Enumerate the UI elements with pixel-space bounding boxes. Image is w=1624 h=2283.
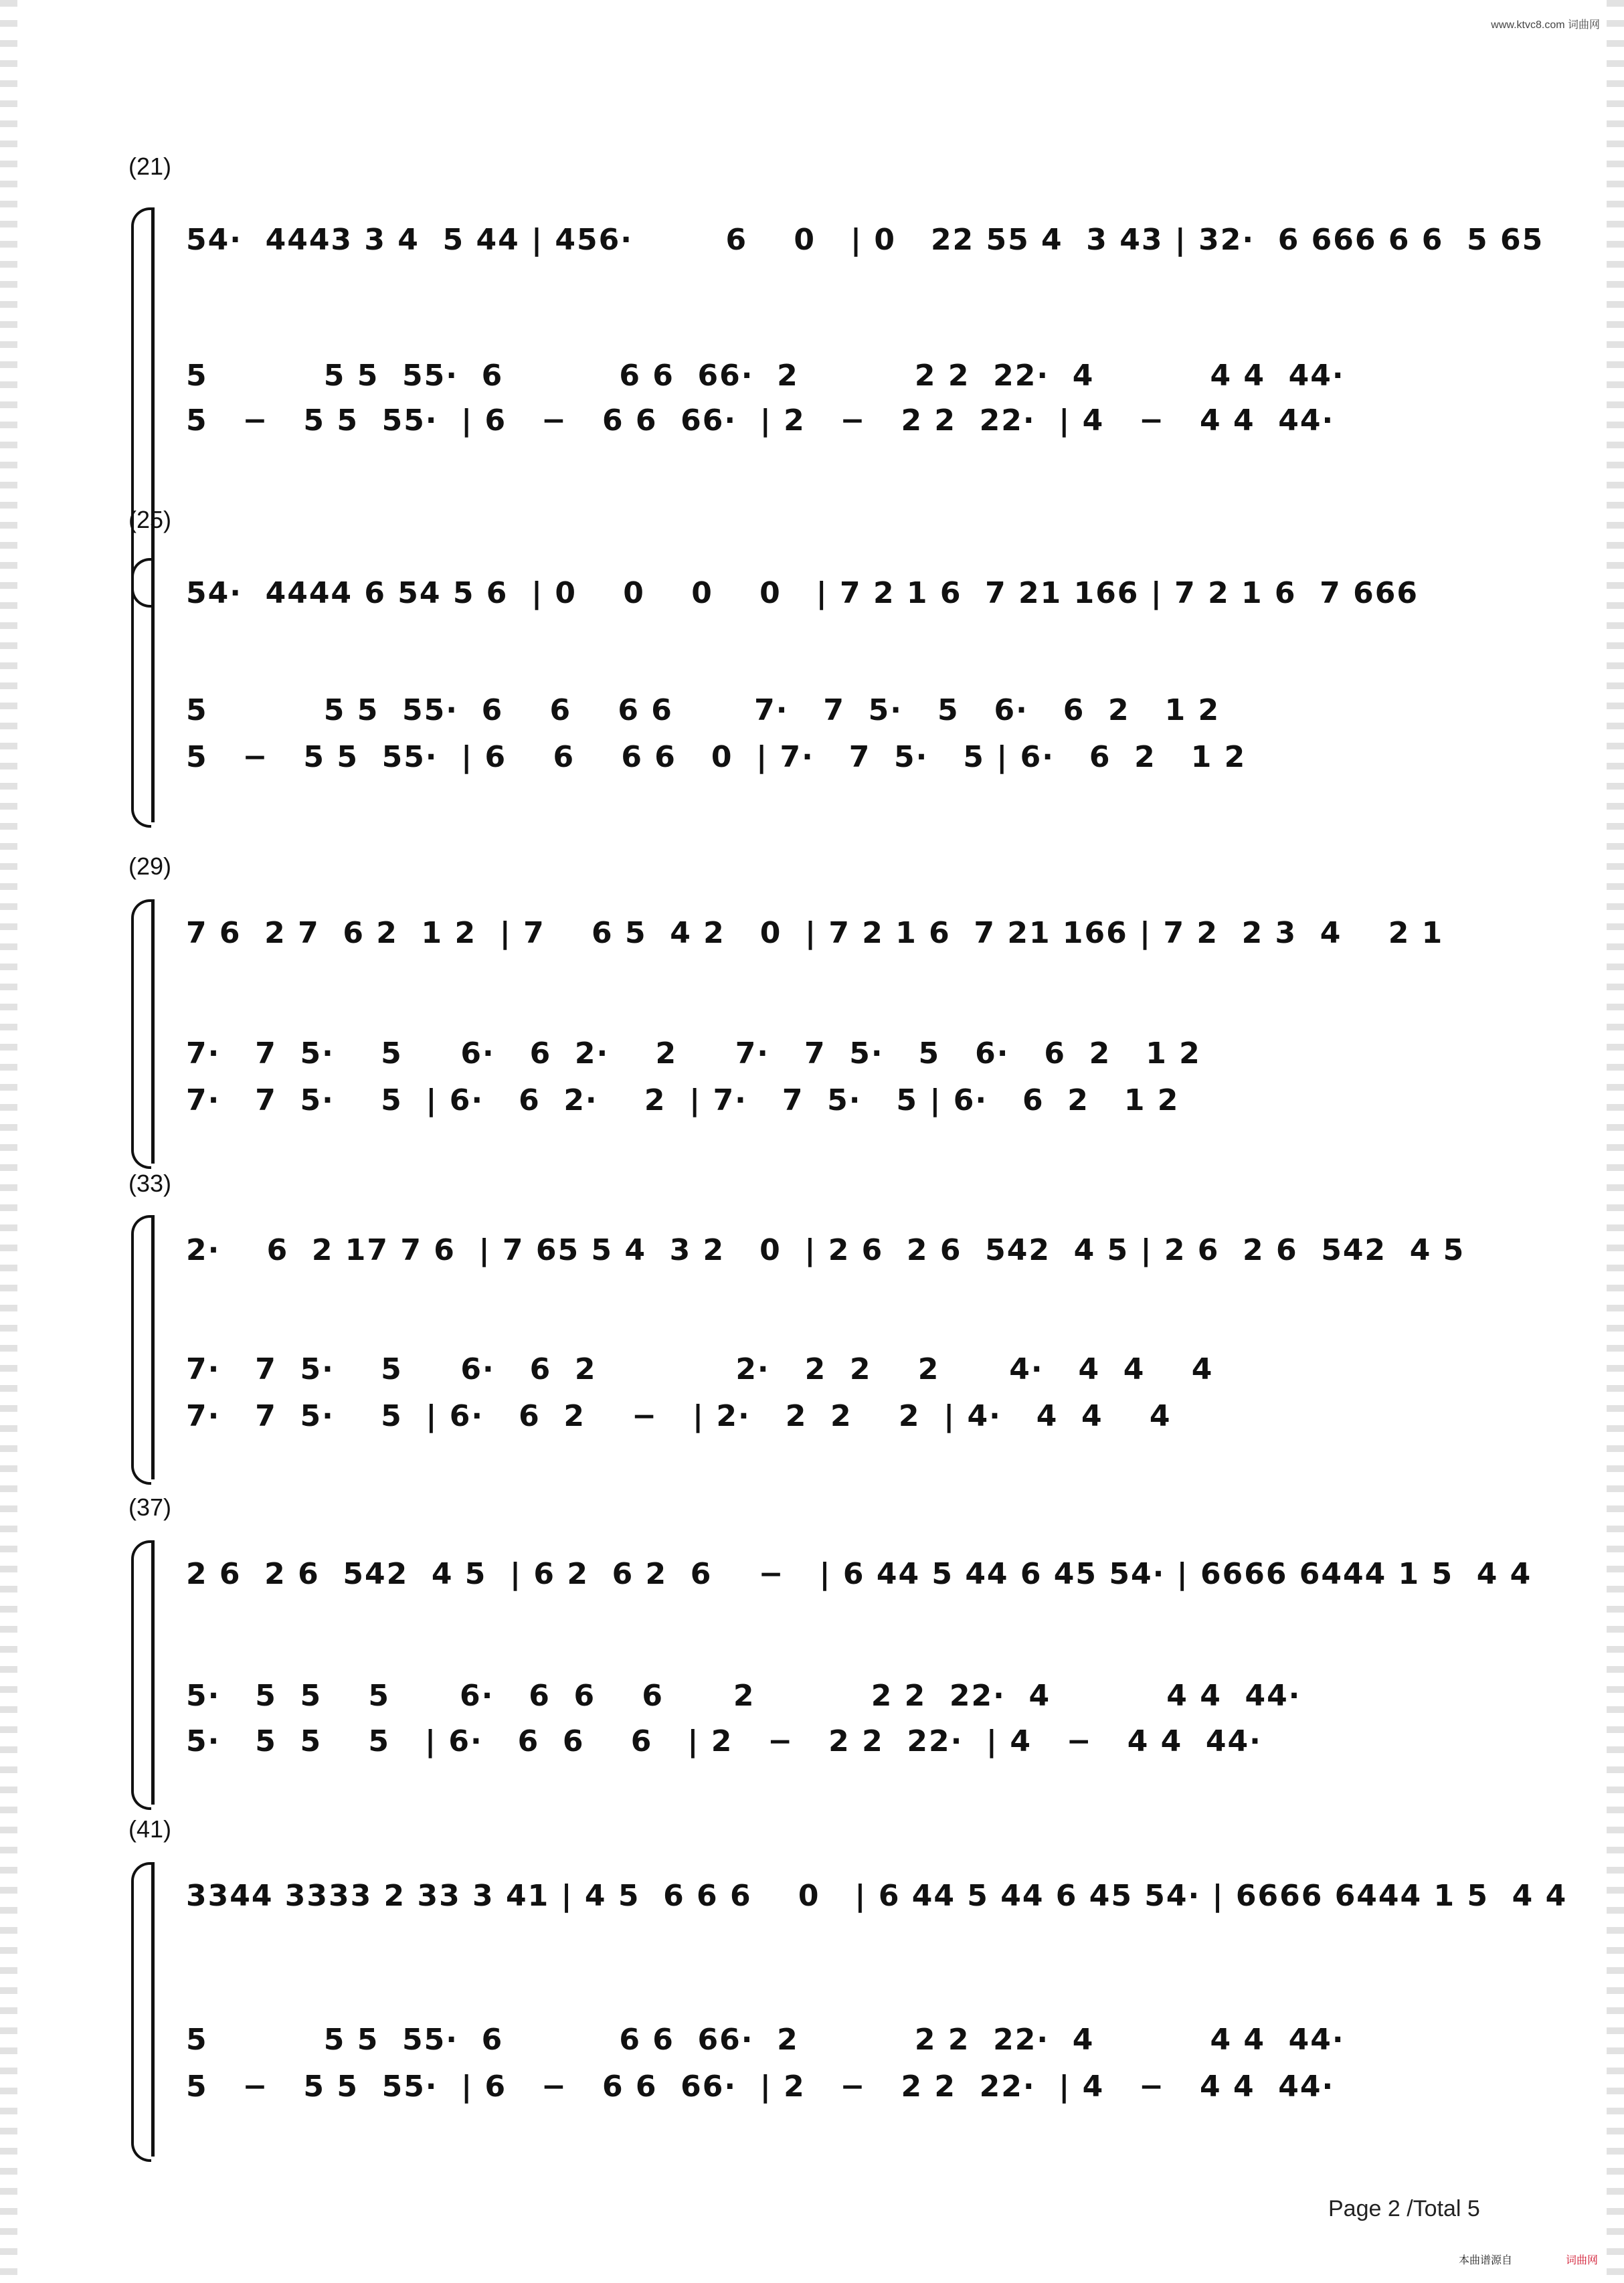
bass-lower-line: 5 − 5 5 55· | 6 − 6 6 66· | 2 − 2 2 22· | 4 − 4 4 44· xyxy=(186,403,1335,438)
measure-number: (41) xyxy=(128,1815,172,1843)
brand-stamp: 词曲网 xyxy=(1566,2255,1599,2266)
bass-upper-line: 5 5 5 55· 6 6 6 6 7· 7 5· 5 6· 6 2 1 2 xyxy=(186,693,1221,727)
bass-upper-line: 7· 7 5· 5 6· 6 2· 2 7· 7 5· 5 6· 6 2 1 2 xyxy=(186,1036,1201,1071)
measure-number: (29) xyxy=(128,852,172,880)
staff-bracket xyxy=(151,558,155,822)
staff-bracket xyxy=(151,1540,155,1805)
melody-line: 3344 3333 2 33 3 41 | 4 5 6 6 6 0 | 6 44 5 44 6 45 54· | 6666 6444 1 5 4 4 xyxy=(186,1879,1568,1913)
page-indicator: Page 2 /Total 5 xyxy=(1328,2196,1480,2221)
right-margin-pattern xyxy=(1607,0,1624,2283)
melody-line: 2· 6 2 17 7 6 | 7 65 5 4 3 2 0 | 2 6 2 6 542 4 5 | 2 6 2 6 542 4 5 xyxy=(186,1233,1465,1267)
bass-upper-line: 5 5 5 55· 6 6 6 66· 2 2 2 22· 4 4 4 44· xyxy=(186,2023,1345,2057)
staff-brace xyxy=(131,1215,151,1485)
measure-number: (33) xyxy=(128,1170,172,1197)
staff-bracket xyxy=(151,1215,155,1479)
staff-brace xyxy=(131,207,151,608)
melody-line: 7 6 2 7 6 2 1 2 | 7 6 5 4 2 0 | 7 2 1 6 7 21 166 | 7 2 2 3 4 2 1 xyxy=(186,916,1444,950)
melody-line: 54· 4443 3 4 5 44 | 456· 6 0 | 0 22 55 4 3 43 | 32· 6 666 6 6 5 65 xyxy=(186,223,1544,257)
measure-number: (37) xyxy=(128,1493,172,1521)
melody-line: 2 6 2 6 542 4 5 | 6 2 6 2 6 − | 6 44 5 44 6 45 54· | 6666 6444 1 5 4 4 xyxy=(186,1557,1532,1591)
site-watermark: www.ktvc8.com 词曲网 xyxy=(1491,19,1600,31)
bass-lower-line: 7· 7 5· 5 | 6· 6 2· 2 | 7· 7 5· 5 | 6· 6 2 1 2 xyxy=(186,1083,1180,1117)
measure-number: (21) xyxy=(128,153,172,180)
source-stamp: 本曲谱源自 xyxy=(1459,2255,1513,2266)
staff-brace xyxy=(131,1540,151,1810)
staff-brace xyxy=(131,1862,151,2162)
bass-upper-line: 5 5 5 55· 6 6 6 66· 2 2 2 22· 4 4 4 44· xyxy=(186,359,1345,393)
left-margin-pattern xyxy=(0,0,17,2283)
staff-bracket xyxy=(151,1862,155,2157)
staff-brace xyxy=(131,558,151,828)
staff-brace xyxy=(131,899,151,1169)
bass-lower-line: 5· 5 5 5 | 6· 6 6 6 | 2 − 2 2 22· | 4 − 4 4 44· xyxy=(186,1724,1262,1758)
bass-upper-line: 5· 5 5 5 6· 6 6 6 2 2 2 22· 4 4 4 44· xyxy=(186,1679,1301,1713)
measure-number: (25) xyxy=(128,506,172,533)
bass-lower-line: 5 − 5 5 55· | 6 − 6 6 66· | 2 − 2 2 22· | 4 − 4 4 44· xyxy=(186,2070,1335,2104)
bass-lower-line: 5 − 5 5 55· | 6 6 6 6 0 | 7· 7 5· 5 | 6· 6 2 1 2 xyxy=(186,740,1247,774)
staff-bracket xyxy=(151,207,155,602)
staff-bracket xyxy=(151,899,155,1164)
melody-line: 54· 4444 6 54 5 6 | 0 0 0 0 | 7 2 1 6 7 21 166 | 7 2 1 6 7 666 xyxy=(186,576,1419,610)
bass-lower-line: 7· 7 5· 5 | 6· 6 2 − | 2· 2 2 2 | 4· 4 4 4 xyxy=(186,1399,1172,1433)
bass-upper-line: 7· 7 5· 5 6· 6 2 2· 2 2 2 4· 4 4 4 xyxy=(186,1352,1214,1386)
